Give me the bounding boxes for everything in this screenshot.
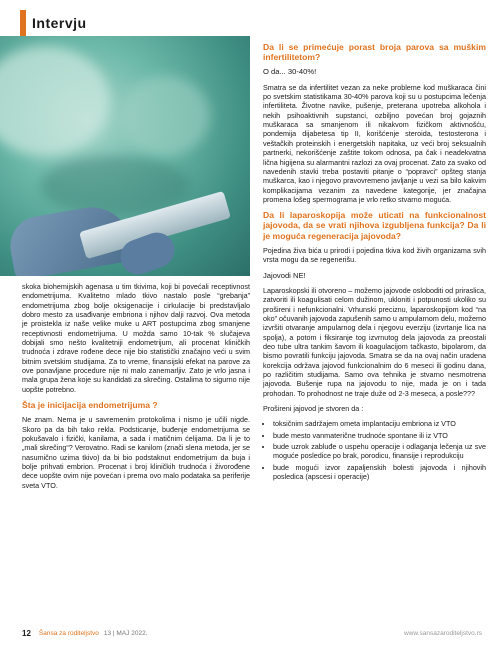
left-column xyxy=(22,282,250,496)
bullet-list xyxy=(263,419,486,481)
website-url: www.sansazaroditeljstvo.rs xyxy=(403,629,482,637)
list-item: • bude uzrok zabluđe o uspehu operacije i odlaganja lečenja uz sve moguće posledice po brak, porodicu, finansije i reprodukciju xyxy=(273,442,486,461)
subheading: Šta je inicijacija endometrijuma ? xyxy=(22,400,158,411)
issue-info: 13 | MAJ 2022. xyxy=(103,629,148,637)
page-number: 12 xyxy=(22,628,31,638)
section-tag xyxy=(20,8,87,38)
paragraph: Laparoskopski ili otvoreno – možemo jajovode osloboditi od priraslica, zatvoriti ili koagulisati celom dužinom, ukloniti i potpunosti ukoliko su prošireni i nefunkcionalni. Vrhunski preciznu, laparoskopijom kod “na oko” očuvanih jajovoda zapušenih samo u ampularnom delu, možemo izvršiti otvaranje ampularnog dela i njegovu everziju (izvrtanje lica na spolja), a potom i fiksiranje tog izvrnutog dela jajovoda za preostali deo tube ultra tankim šavom ili koagulacijom tačkasto, bipolarom, da bismo povratili funkciju jajovoda. Smatra se da na ovaj način uradena korekcija održava jajovod funkcionalnim do 6 meseci ili godinu dana, po različitim studijama. Samo ova tehnika je stvarno nesmotrena jajovoda. Bušenje rupa na jajovodu to nije, mada je on i tada prohodan. To prohodnost ne traje duže od 2-3 meseca, a posle??? xyxy=(263,285,486,398)
list-item: • bude mogući izvor zapaljenskih bolesti jajovoda i njihovih posledica (apscesi i operacije) xyxy=(273,463,486,482)
list-item: • bude mesto vanmateričnе trudnoće spontane ili iz VTO xyxy=(273,431,486,440)
answer: Jajovodi NE! xyxy=(263,270,306,280)
magazine-name: Šansa za roditeljstvo xyxy=(38,629,99,637)
list-item: • toksičnim sadržajem ometa implantaciju embriona iz VTO xyxy=(273,419,486,428)
section-title: Intervju xyxy=(32,15,87,31)
answer: O da... 30-40%! xyxy=(263,67,317,77)
paragraph: Pojedina živa bića u prirodi i pojedina tkiva kod živih organizama svih vrsta mogu da se regenerišu. xyxy=(263,245,486,265)
list-intro: Prošireni jajovod je stvoren da : xyxy=(263,403,364,413)
page-footer xyxy=(22,627,482,639)
paragraph: Smatra se da infertilitet vezan za neke probleme kod muškaraca čini po svetskim statistikama 30-40% parova koji su u postupcima lečenja infertiliteta. Životne navike, pušenje, preterana upotreba alkohola i nekih psihoaktivnih supstanci, ozbiljno povećan broj gojaznih muškaraca sa smanjenom ili nikakvom fizičkom aktivnošću, pondemija dijabetesa tip II, korišćenje steroida, testosterona i veštačkih proteinskih i energetskih napitaka, uz veći broj seksualnih partnerki, nekorišćenje zaštite tokom odnosa, pa čak i neadekvatna lična higijena su alarmantni razlozi za ovaj procenat. Zato za svako od navedenih stavki treba postaviti pitanje o “popravci” opšteg stanja muškarca, kao i njegovo pravovremeno javljanje u vezi sa bilo kakvim komplikacijama vezanim za navedene kategorije, jer značajna promena lošeg spermograma je vrlo retko stvarno moguća. xyxy=(263,82,486,204)
paragraph: Ne znam. Nema je u savremenim protokolima i nismo je učili nigde. Skoro pa da bih tako rekla. Podsticanje, buđenje endometrijuma se pokušavalo i fizički, kanilama, a sada i matičnim ćelijama. Da li je to „mali skrečing“? Verovatno. Radi se kanilom (znači sleпa metoda, jer se nasumično uzima tkivo) da bi bio podstaknut endometrijum da buja i bolje prihvati embrion. Procenat i broj kliničkih trudnoća i živorođene dece uopšte ovim nije povećan i prema ovo malo podataka sa periferije sveta VTO. xyxy=(22,415,250,490)
question-heading: Da li se primećuje porast broja parova sa muškim infertilitetom? xyxy=(263,42,486,63)
question-heading: Da li laparoskopija može uticati na funkcionalnost jajovoda, da se vrati njihova izgubljena funkcija? Da li je moguća regeneracija jajovoda? xyxy=(263,210,486,241)
section-accent-bar xyxy=(20,10,26,36)
paragraph: skoka biohemijskih agenasa u tim tkivima, koji bi povećali receptivnost endometrijuma. Kvalitetno mlado tkivo nastalo posle “grebanja” endometrijuma zbog bolje oksigenacije i cirkulacije bi predstavljalo dobro mesto za usađivanje embriona i njihov dalji razvoj. Ova metoda je proistekla iz naše velike muke u ART postupcima zbog smanjene receptivnosti endometrijuma. U možda samo 10-tak % slučajeva dobijali smo nešto kvalitetniji endometrijum, ali procenat kliničkih trudnoća i zdrave rođene dece nije bio statistički značajno veći u svim bitnim svetskim studijama. Za to vreme, finansijski efekat na parove za ove ponavljane procedure nije ni malo zanemarljiv. Zato je vrlo jasna i mala grupa žena koje su kandidati za skrečing. Ostalima to sigurno nije uopšte potrebno. xyxy=(22,282,250,394)
right-column xyxy=(263,42,486,483)
article-photo xyxy=(0,36,250,276)
